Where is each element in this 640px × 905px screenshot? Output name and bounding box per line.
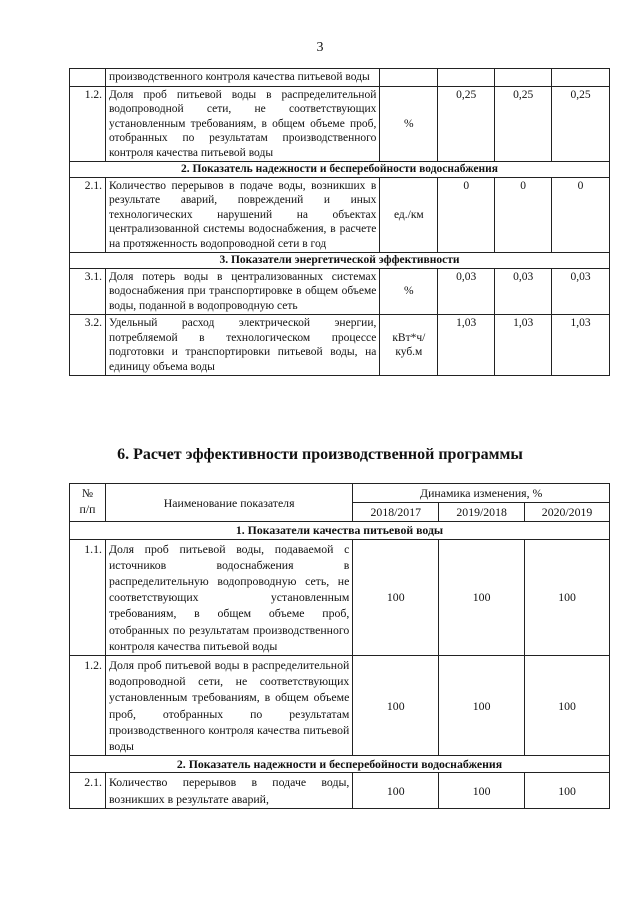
value-cell: 100 — [525, 539, 610, 655]
section-heading: 2. Показатель надежности и бесперебойности водоснабжения — [70, 756, 610, 773]
header-num-bottom: п/п — [79, 502, 96, 517]
section-heading: 2. Показатель надежности и бесперебойности водоснабжения — [70, 162, 610, 178]
value-cell: 100 — [439, 773, 525, 808]
section-row — [70, 756, 610, 773]
header-dynamics: Динамика изменения, % — [353, 484, 610, 503]
header-name: Наименование показателя — [105, 484, 352, 522]
value-cell: 0 — [438, 177, 495, 253]
unit-cell — [380, 69, 438, 87]
value-cell: 100 — [353, 656, 439, 756]
indicators-table — [69, 68, 610, 376]
table-header-row — [70, 484, 610, 503]
value-cell: 0 — [495, 177, 552, 253]
row-number: 1.1. — [70, 539, 106, 655]
value-cell: 100 — [353, 773, 439, 808]
indicator-name: Доля потерь воды в централизованных системах водоснабжения при транспортировке в общем объеме воды, поданной в водопроводную сеть — [105, 268, 379, 315]
value-cell: 1,03 — [495, 315, 552, 376]
indicator-name: Доля проб питьевой воды, подаваемой с источников водоснабжения в распределительную водопроводную сеть, не соответствующих установленным требованиям, в общем объеме проб, отобранных по результатам производственного контроля качества питьевой воды — [105, 539, 352, 655]
header-period: 2018/2017 — [353, 503, 439, 522]
unit-cell: % — [380, 86, 438, 162]
value-cell: 0,25 — [552, 86, 610, 162]
unit-cell: кВт*ч/куб.м — [380, 315, 438, 376]
value-cell: 100 — [439, 656, 525, 756]
value-cell: 0,25 — [495, 86, 552, 162]
value-cell: 0 — [552, 177, 610, 253]
row-number: 2.1. — [70, 773, 106, 808]
value-cell: 100 — [439, 539, 525, 655]
table-row — [70, 773, 610, 808]
indicator-name: Количество перерывов в подаче воды, возникших в результате аварий, — [105, 773, 352, 808]
value-cell: 100 — [525, 773, 610, 808]
section-row — [70, 162, 610, 178]
value-cell — [438, 69, 495, 87]
table-row — [70, 315, 610, 376]
section-heading: 3. Показатели энергетической эффективности — [70, 253, 610, 269]
table-row — [70, 268, 610, 315]
table-row — [70, 656, 610, 756]
value-cell: 0,25 — [438, 86, 495, 162]
efficiency-table — [69, 483, 610, 809]
indicator-name: Удельный расход электрической энергии, потребляемой в технологическом процессе подготовки и транспортировки питьевой воды, на единицу объема воды — [105, 315, 379, 376]
indicator-name: Доля проб питьевой воды в распределительной водопроводной сети, не соответствующих установленным требованиям, в общем объеме проб, отобранных по результатам производственного контроля качества питьевой воды — [105, 656, 352, 756]
value-cell: 1,03 — [552, 315, 610, 376]
indicator-name: Количество перерывов в подаче воды, возникших в результате аварий, повреждений и иных технологических нарушений на объектах централизованной системы водоснабжения, в расчете на протяженность водопроводной сети в год — [105, 177, 379, 253]
value-cell: 0,03 — [552, 268, 610, 315]
row-number: 3.2. — [70, 315, 106, 376]
value-cell: 0,03 — [438, 268, 495, 315]
value-cell: 100 — [353, 539, 439, 655]
header-period: 2020/2019 — [525, 503, 610, 522]
indicator-name: производственного контроля качества питьевой воды — [105, 69, 379, 87]
table-row — [70, 86, 610, 162]
unit-cell: ед./км — [380, 177, 438, 253]
row-number: 1.2. — [70, 656, 106, 756]
header-num-cell — [70, 484, 106, 522]
section-row — [70, 253, 610, 269]
section-heading: 1. Показатели качества питьевой воды — [70, 522, 610, 539]
table-row — [70, 177, 610, 253]
section-row — [70, 522, 610, 539]
table-row — [70, 539, 610, 655]
value-cell — [495, 69, 552, 87]
row-number: 1.2. — [70, 86, 106, 162]
section-title: 6. Расчет эффективности производственной программы — [117, 446, 523, 463]
row-number — [70, 69, 106, 87]
unit-cell: % — [380, 268, 438, 315]
value-cell: 1,03 — [438, 315, 495, 376]
header-period: 2019/2018 — [439, 503, 525, 522]
page-number: 3 — [316, 40, 324, 55]
value-cell: 0,03 — [495, 268, 552, 315]
row-number: 3.1. — [70, 268, 106, 315]
indicator-name: Доля проб питьевой воды в распределительной водопроводной сети, не соответствующих установленным требованиям, в общем объеме проб, отобранных по результатам производственного контроля качества питьевой воды — [105, 86, 379, 162]
row-number: 2.1. — [70, 177, 106, 253]
table-row — [70, 69, 610, 87]
header-num-top: № — [81, 486, 94, 500]
value-cell — [552, 69, 610, 87]
value-cell: 100 — [525, 656, 610, 756]
